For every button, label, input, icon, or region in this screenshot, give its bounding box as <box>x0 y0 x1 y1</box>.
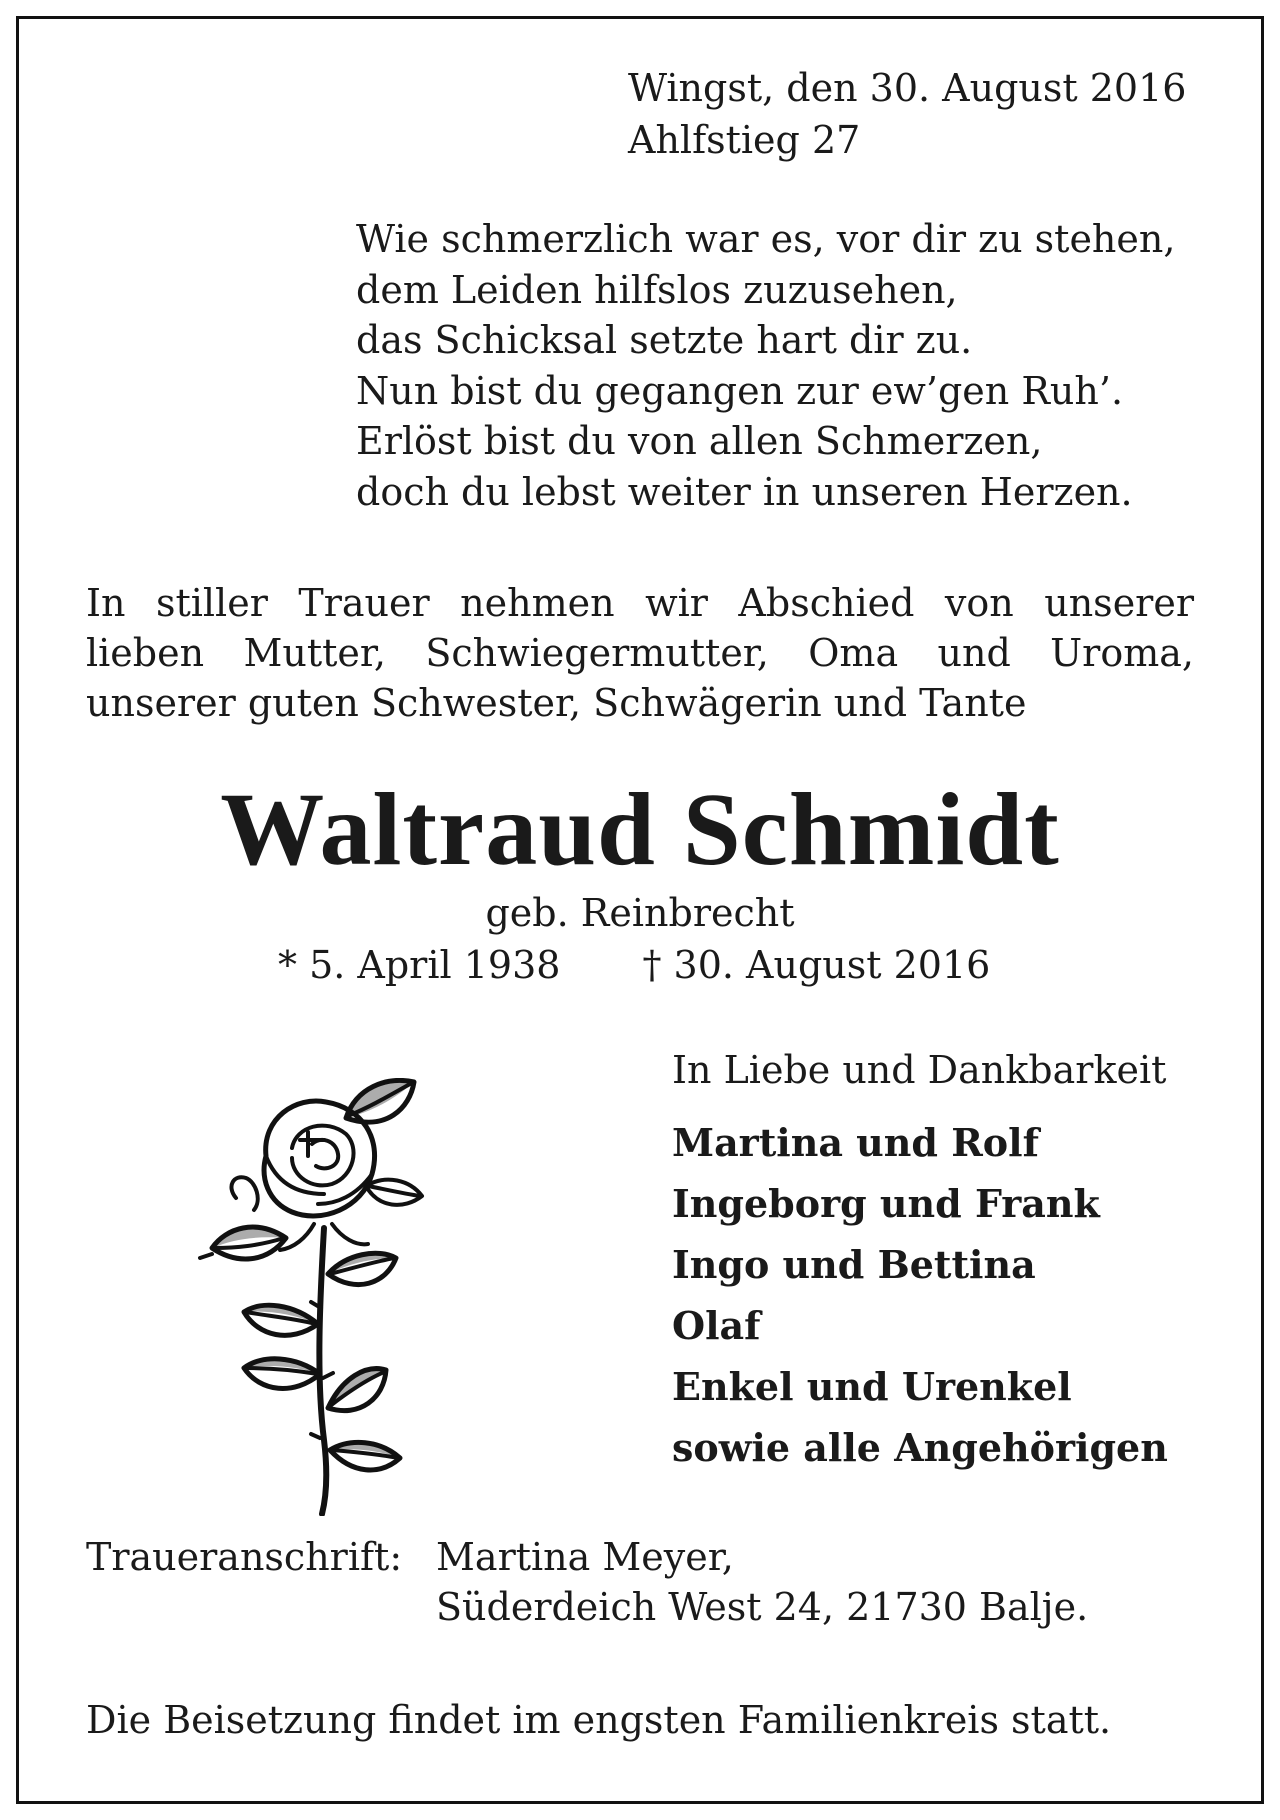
mourner-name: Ingeborg und Frank <box>672 1181 1100 1226</box>
mourner-name: Enkel und Urenkel <box>672 1364 1072 1409</box>
burial-note: Die Beisetzung findet im engsten Familienkreis statt. <box>86 1698 1112 1742</box>
street-address: Ahlfstieg 27 <box>628 118 861 162</box>
mourning-address-street: Süderdeich West 24, 21730 Balje. <box>436 1585 1089 1629</box>
intro-line: unserer guten Schwester, Schwägerin und Tante <box>86 681 1027 725</box>
poem <box>356 214 1175 517</box>
mourning-address-label: Traueranschrift: <box>86 1535 403 1579</box>
mourners-list <box>672 1112 1168 1478</box>
mourners-heading: In Liebe und Dankbarkeit <box>672 1048 1167 1092</box>
poem-line: dem Leiden hilfslos zuzusehen, <box>356 267 958 312</box>
mourning-address <box>436 1532 1088 1632</box>
poem-line: Nun bist du gegangen zur ew’gen Ruh’. <box>356 368 1124 413</box>
birth-date: * 5. April 1938 <box>278 943 561 987</box>
death-date: † 30. August 2016 <box>642 943 991 987</box>
mourner-name: Olaf <box>672 1303 761 1348</box>
poem-line: doch du lebst weiter in unseren Herzen. <box>356 469 1133 514</box>
rose-icon <box>196 1078 456 1516</box>
mourning-address-name: Martina Meyer, <box>436 1535 734 1579</box>
deceased-name: Waltraud Schmidt <box>220 772 1060 887</box>
poem-line: das Schicksal setzte hart dir zu. <box>356 318 973 362</box>
mourner-name: sowie alle Angehörigen <box>672 1425 1168 1470</box>
poem-line: Wie schmerzlich war es, vor dir zu stehen, <box>356 217 1176 261</box>
place-date: Wingst, den 30. August 2016 <box>628 66 1187 110</box>
poem-line: Erlöst bist du von allen Schmerzen, <box>356 419 1043 463</box>
mourner-name: Ingo und Bettina <box>672 1242 1036 1287</box>
intro-line: lieben Mutter, Schwiegermutter, Oma und Uroma, <box>86 631 1194 675</box>
life-dates <box>278 940 990 990</box>
farewell-intro <box>86 578 1194 728</box>
place-date-block <box>628 62 1186 166</box>
maiden-name: geb. Reinbrecht <box>485 891 795 935</box>
intro-line: In stiller Trauer nehmen wir Abschied von unserer <box>86 581 1194 625</box>
mourner-name: Martina und Rolf <box>672 1120 1039 1165</box>
